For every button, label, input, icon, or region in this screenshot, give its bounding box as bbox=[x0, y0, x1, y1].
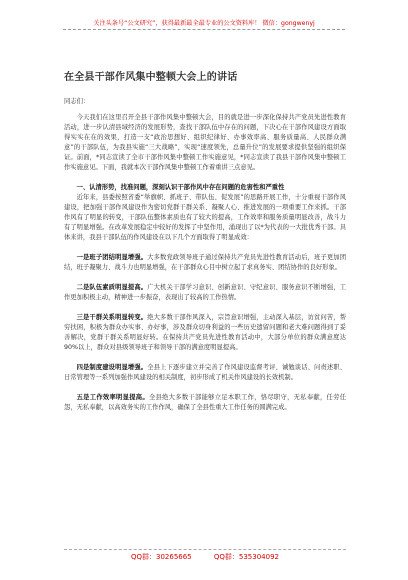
section-intro-paragraph: 近年来，县委按照省委“举旗帜、抓班子、带队伍、促发展”的思路开展工作，十分重视干部作风建设，把加强干部作风建设作为密切党群干群关系、凝聚人心、推进发展的一项重要工作来抓。干部作风有了明显的转变，干部队伍整体素质也有了较大的提高，工作效率和服务质量明显改善，战斗力有了明显增强。在改革发展稳定中较好的发挥了中坚作用，涌现出了以*为代表的一大批优秀干部。具体来讲，我县干部队伍的作风建设在以下几个方面取得了明显成效： bbox=[64, 194, 346, 241]
item-lead: 二是队伍素质明显提高。 bbox=[76, 284, 148, 291]
item-text: 全县绝大多数干部能够立足本职工作，恪尽职守，无私奉献，任劳任怨，无私奉献，以高效务实的工作作风，确保了全县性重大工作任务的圆满完成。 bbox=[64, 394, 347, 411]
item-lead: 四是制度建设明显增强。 bbox=[76, 364, 148, 371]
list-item bbox=[64, 283, 346, 303]
document-body bbox=[64, 97, 346, 413]
salutation: 同志们： bbox=[64, 98, 90, 105]
item-text: 全县上下逐步建立并完善了作风建设监督考评、诫勉谈话、问责述职、日常管理等一系列加强作风建设的相关制度，初步形成了机关作风建设的长效机制。 bbox=[64, 364, 347, 381]
item-text: 广大机关干部学习意识、创新意识、守纪意识、服务意识不断增强，工作更加积极主动，精神进一步振奋，表现出了较高的工作热情。 bbox=[64, 284, 347, 301]
list-item bbox=[64, 393, 346, 413]
section-heading: 一、认清形势，找准问题，深刻认识干部作风中存在问题的危害性和严重性 bbox=[76, 184, 285, 191]
list-item bbox=[64, 313, 346, 353]
list-item bbox=[64, 363, 346, 383]
top-banner: 关注头条号“公文研究”，获得最新最全最专业的公文资料库！ 微信：gongwenyj bbox=[63, 19, 345, 30]
item-lead: 一是班子团结明显增强。 bbox=[76, 254, 148, 261]
list-item bbox=[64, 253, 346, 273]
item-lead: 五是工作效率明显提高。 bbox=[76, 394, 149, 401]
item-lead: 三是干群关系明显转变。 bbox=[76, 314, 148, 321]
intro-paragraph: 今天我们在这里召开全县干部作风集中整顿大会，目的就是进一步深化保持共产党员先进性教育活动，进一步认清县域经济的发展形势，查找干部队伍中存在的问题，下决心在干部作风建设方面取得实实在在的效果，打造一支“政治思想好、组织纪律好、办事效率高、服务质量高、人民群众满意”的干部队伍，为我县实施“三大战略”，实现“速度领先，总量升位”的发展要求提供坚强的组织保证。前面，*同志宣读了全市干部作风集中整顿工作实施意见，*同志宣读了我县干部作风集中整顿工作实施意见。下面，我就本次干部作风集中整顿工作着重讲三点意见。 bbox=[64, 114, 346, 171]
footer-contact: QQ群：30265665 QQ群：535304092 bbox=[64, 549, 346, 564]
page-title: 在全县干部作风集中整顿大会上的讲话 bbox=[64, 72, 238, 83]
item-text: 大多数党政领导班子通过保持共产党员先进性教育活动后，班子更加团结，班子凝聚力、战斗力也明显增强，在干部群众心目中树立起了求真务实、团结协作的良好形象。 bbox=[64, 254, 347, 271]
item-text: 绝大多数干部作风深入，宗旨意识增强，主动深入基层，访贫问苦，帮穷扶困，积极为群众办实事、办好事，涉及群众切身利益的一些历史遗留问题和老大难问题得到了妥善解决，党群干群关系明显好转。在保持共产党员先进性教育活动中，大部分单位的群众满意度达90%以上，群众对县级领导班子和领导干部的满意度明显提高。 bbox=[64, 314, 347, 351]
